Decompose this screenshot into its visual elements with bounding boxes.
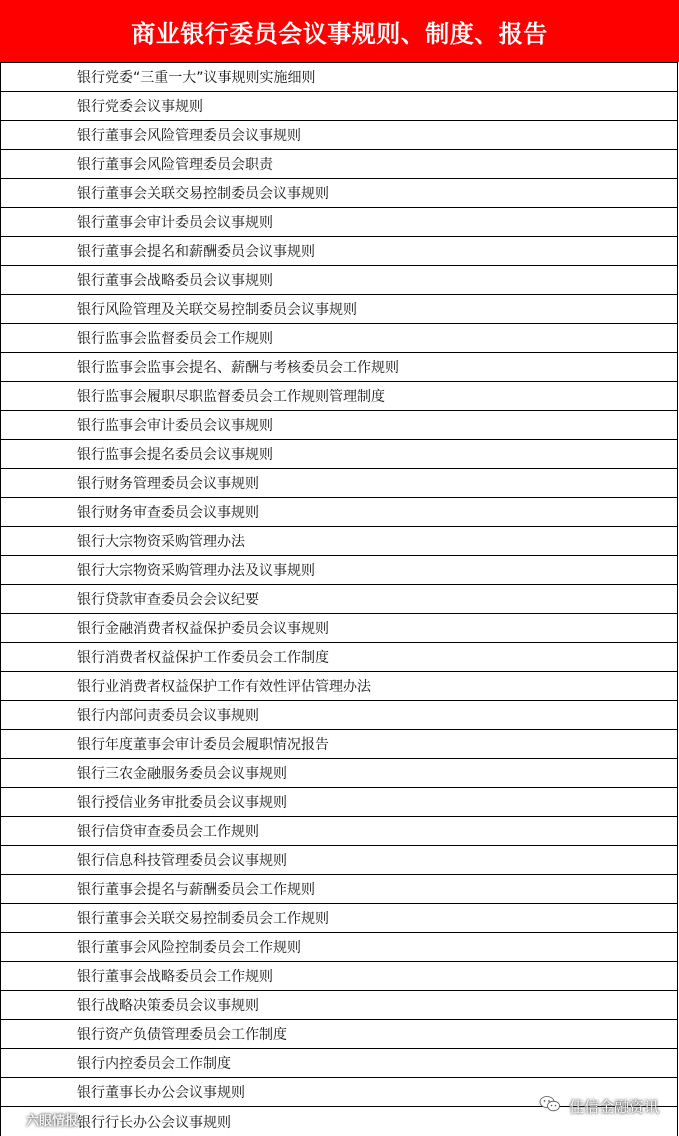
table-row <box>0 730 678 759</box>
row-title: 银行监事会监督委员会工作规则 <box>77 331 273 347</box>
row-title: 银行董事会战略委员会工作规则 <box>77 969 273 985</box>
left-watermark <box>4 1110 78 1129</box>
table-row <box>0 179 678 208</box>
table-row <box>0 382 678 411</box>
table-row <box>0 701 678 730</box>
camera-icon <box>4 1111 22 1129</box>
row-title: 银行内部问责委员会议事规则 <box>77 708 259 724</box>
table-row <box>0 498 678 527</box>
table-row <box>0 875 678 904</box>
table-row <box>0 208 678 237</box>
row-title: 银行董事会风险控制委员会工作规则 <box>77 940 301 956</box>
table-row <box>0 759 678 788</box>
row-title: 银行董事会关联交易控制委员会议事规则 <box>77 186 329 202</box>
table-row <box>0 237 678 266</box>
row-title: 银行三农金融服务委员会议事规则 <box>77 766 287 782</box>
table-row <box>0 962 678 991</box>
table-row <box>0 469 678 498</box>
table-row <box>0 527 678 556</box>
table-row <box>0 121 678 150</box>
row-title: 银行财务审查委员会议事规则 <box>77 505 259 521</box>
row-title: 银行董事会战略委员会议事规则 <box>77 273 273 289</box>
table-row <box>0 324 678 353</box>
wechat-icon <box>539 1095 561 1117</box>
row-title: 银行董事会风险管理委员会职责 <box>77 157 273 173</box>
table-row <box>0 672 678 701</box>
table-row <box>0 295 678 324</box>
left-watermark-text: 六眼情报 <box>26 1114 79 1129</box>
table-row <box>0 440 678 469</box>
row-title: 银行大宗物资采购管理办法 <box>77 534 245 550</box>
table-row <box>0 585 678 614</box>
right-watermark <box>539 1095 659 1117</box>
table-row <box>0 643 678 672</box>
table-row <box>0 92 678 121</box>
row-title: 银行消费者权益保护工作委员会工作制度 <box>77 650 329 666</box>
table-row <box>0 266 678 295</box>
table-row <box>0 846 678 875</box>
row-title: 银行董事会风险管理委员会议事规则 <box>77 128 301 144</box>
table-row <box>0 411 678 440</box>
table-row <box>0 1049 678 1078</box>
row-title: 银行董事会关联交易控制委员会工作规则 <box>77 911 329 927</box>
row-title: 银行党委会议事规则 <box>77 99 203 115</box>
row-title: 银行行长办公会议事规则 <box>77 1114 231 1131</box>
table-row <box>0 353 678 382</box>
row-title: 银行贷款审查委员会会议纪要 <box>77 592 259 608</box>
table-row <box>0 1020 678 1049</box>
row-title: 银行监事会提名委员会议事规则 <box>77 447 273 463</box>
row-title: 银行年度董事会审计委员会履职情况报告 <box>77 737 329 753</box>
header-banner <box>0 0 679 62</box>
table-row <box>0 933 678 962</box>
row-title: 银行战略决策委员会议事规则 <box>77 998 259 1014</box>
table-row <box>0 788 678 817</box>
right-watermark-text: 佳信金融资讯 <box>568 1097 659 1116</box>
row-title: 银行授信业务审批委员会议事规则 <box>77 795 287 811</box>
row-title: 银行监事会监事会提名、薪酬与考核委员会工作规则 <box>77 360 399 376</box>
page-title: 商业银行委员会议事规则、制度、报告 <box>131 19 548 48</box>
row-title: 银行监事会履职尽职监督委员会工作规则管理制度 <box>77 389 385 405</box>
row-title: 银行大宗物资采购管理办法及议事规则 <box>77 563 315 579</box>
row-title: 银行资产负债管理委员会工作制度 <box>77 1027 287 1043</box>
table-row <box>0 614 678 643</box>
row-title: 银行金融消费者权益保护委员会议事规则 <box>77 621 329 637</box>
row-title: 银行信息科技管理委员会议事规则 <box>77 853 287 869</box>
row-title: 银行财务管理委员会议事规则 <box>77 476 259 492</box>
table-row <box>0 63 678 92</box>
row-title: 银行董事会审计委员会议事规则 <box>77 215 273 231</box>
table-row <box>0 904 678 933</box>
table-row <box>0 991 678 1020</box>
row-title: 银行监事会审计委员会议事规则 <box>77 418 273 434</box>
table-row <box>0 556 678 585</box>
rules-table <box>0 62 678 1136</box>
row-title: 银行业消费者权益保护工作有效性评估管理办法 <box>77 679 371 695</box>
row-title: 银行董事会提名和薪酬委员会议事规则 <box>77 244 315 260</box>
row-title: 银行内控委员会工作制度 <box>77 1056 231 1072</box>
row-title: 银行董事长办公会议事规则 <box>77 1085 245 1101</box>
table-row <box>0 150 678 179</box>
row-title: 银行党委“三重一大”议事规则实施细则 <box>77 70 316 86</box>
row-title: 银行风险管理及关联交易控制委员会议事规则 <box>77 302 357 318</box>
row-title: 银行董事会提名与薪酬委员会工作规则 <box>77 882 315 898</box>
table-row <box>0 817 678 846</box>
row-title: 银行信贷审查委员会工作规则 <box>77 824 259 840</box>
